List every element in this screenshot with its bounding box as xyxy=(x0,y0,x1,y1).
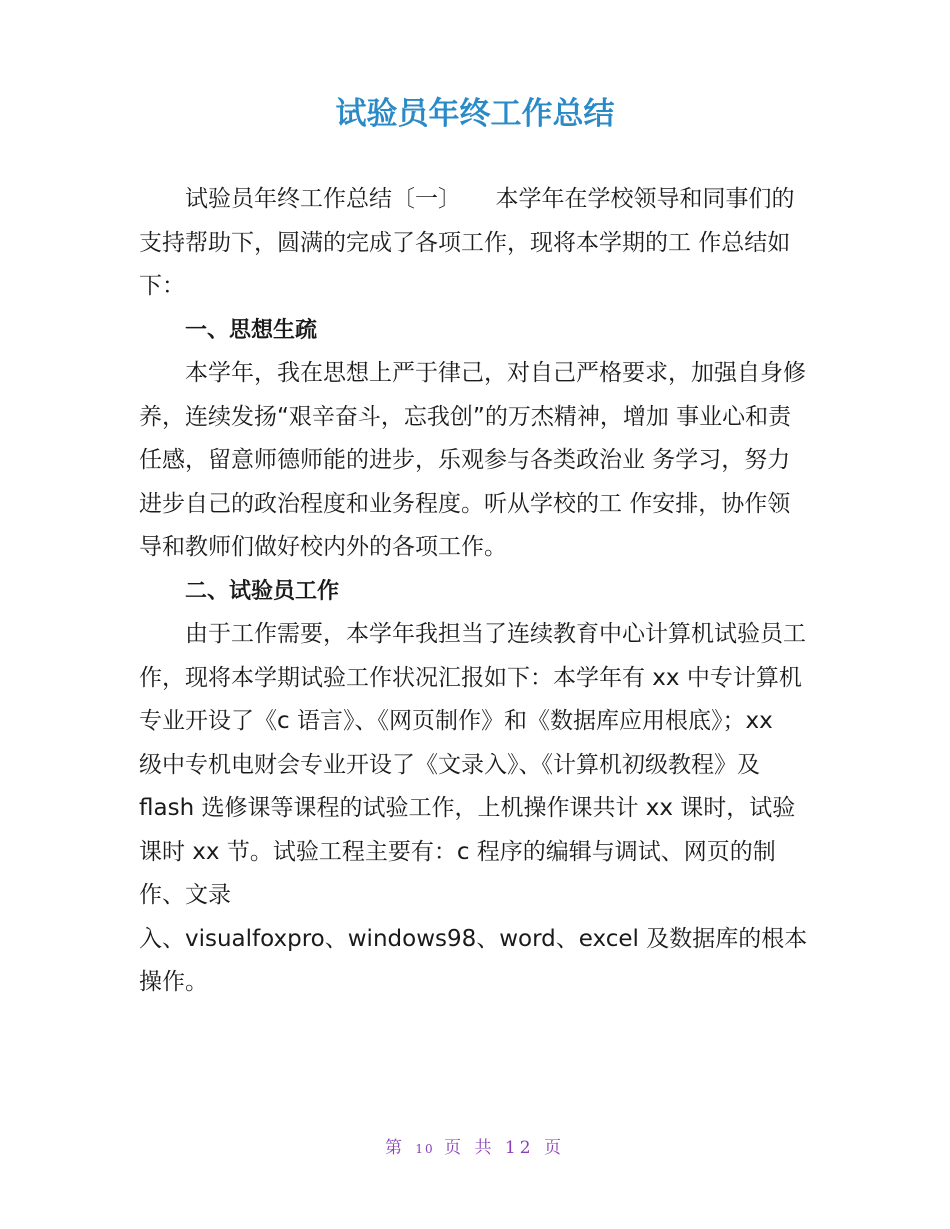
footer-page-number: 10 xyxy=(415,1142,435,1156)
section-body-1: 本学年，我在思想上严于律己，对自己严格要求，加强自身修养，连续发扬“艰辛奋斗，忘我创”的万杰精神，增加 事业心和责任感，留意师德师能的进步，乐观参与各类政治业 务学习，努力进步自己的政治程度和业务程度。听从学校的工 作安排，协作领导和教师们做好校内外的各项工作。 xyxy=(139,360,806,560)
document-title: 试验员年终工作总结 xyxy=(335,96,615,132)
footer-suffix: 页 xyxy=(543,1138,565,1158)
intro-paragraph: 试验员年终工作总结〔一〕 本学年在学校领导和同事们的支持帮助下，圆满的完成了各项工作，现将本学期的工 作总结如下： xyxy=(139,186,795,299)
footer-total-pages: 12 xyxy=(504,1138,535,1158)
section-body-2-continued: 入、visualfoxpro、windows98、word、excel 及数据库的根本操作。 xyxy=(139,925,808,995)
page-footer xyxy=(0,1133,950,1158)
section-body-2: 由于工作需要，本学年我担当了连续教育中心计算机试验员工作，现将本学期试验工作状况汇报如下：本学年有 xx 中专计算机专业开设了《c 语言》、《网页制作》和《数据库应用根底》；xx 级中专机电财会专业开设了《文录入》、《计算机初级教程》及 flash 选修课等课程的试验工作，上机操作课共计 xx 课时，试验课时 xx 节。试验工程主要有：c 程序的编辑与调试、网页的制作、文录 xyxy=(139,621,806,908)
document-body xyxy=(139,178,811,1005)
section-heading-1: 一、思想生疏 xyxy=(185,317,318,343)
section-heading-2: 二、试验员工作 xyxy=(185,578,340,604)
footer-middle: 页 共 xyxy=(444,1138,496,1158)
footer-prefix: 第 xyxy=(385,1138,407,1158)
